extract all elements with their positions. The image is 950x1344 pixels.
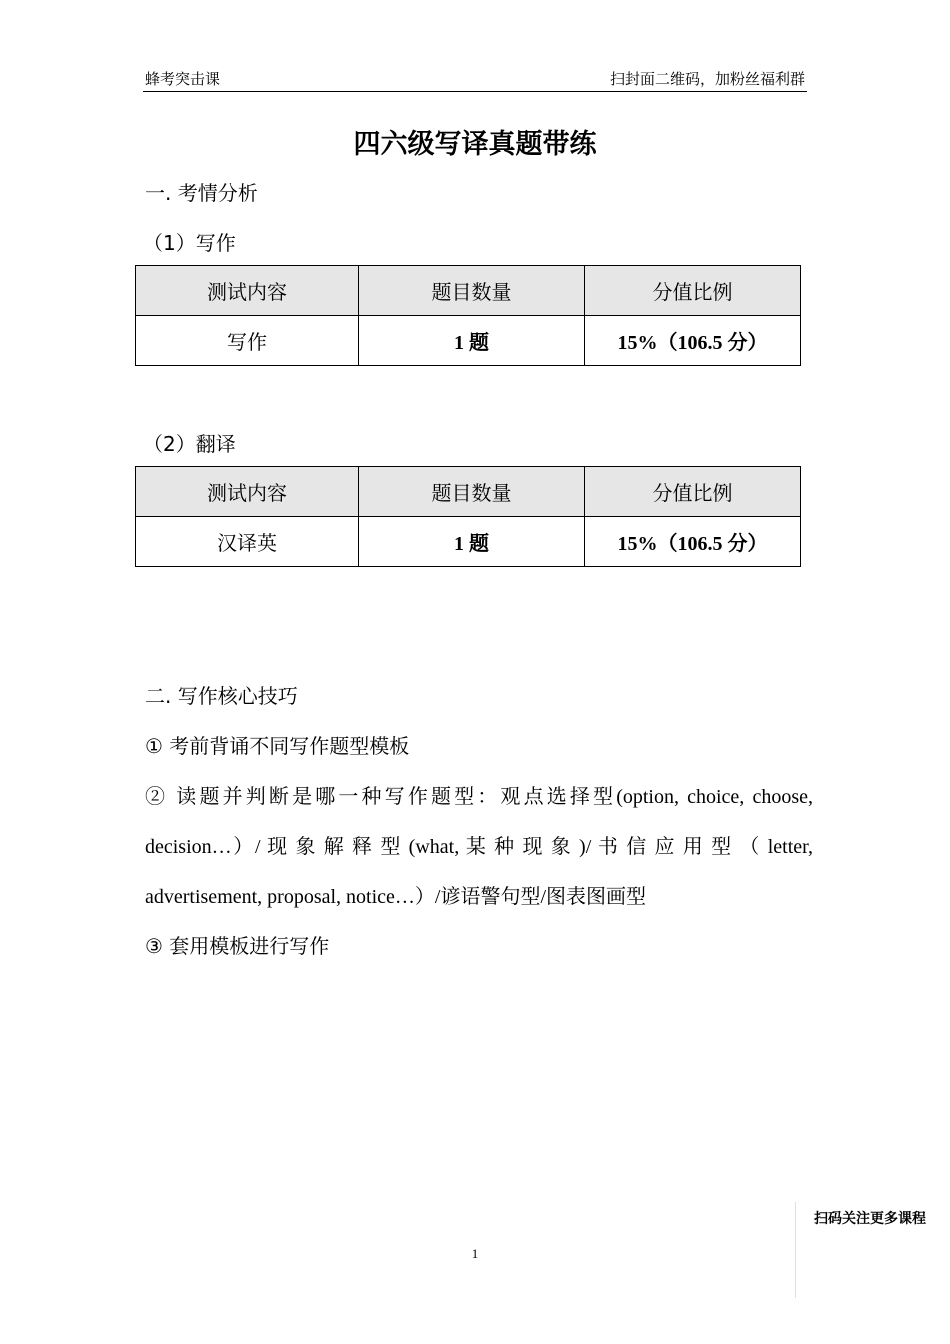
- table-header-row: [136, 266, 801, 316]
- table-row: [136, 316, 801, 366]
- table-cell: 1 题: [359, 316, 585, 366]
- table-cell: 写作: [136, 316, 359, 366]
- header-right-text: 扫封面二维码，加粉丝福利群: [609, 70, 805, 88]
- tip-item-2-line-3: advertisement, proposal, notice…）/谚语警句型/图表图画型: [145, 886, 647, 908]
- tip-item-1-text: ① 考前背诵不同写作题型模板: [145, 734, 410, 758]
- column-header: 题目数量: [359, 266, 585, 316]
- table-header-row: [136, 467, 801, 517]
- writing-table: [135, 265, 801, 366]
- table-cell: 汉译英: [136, 517, 359, 567]
- column-header: 分值比例: [585, 266, 801, 316]
- tip-item-2-line-1: ② 读题并判断是哪一种写作题型：观点选择型(option, choice, choose,: [145, 786, 813, 808]
- qr-label: 扫码关注更多课程: [814, 1211, 926, 1227]
- header-divider: [143, 91, 807, 92]
- table-row: [136, 517, 801, 567]
- tip-item-2-line-2: decision…）/ 现 象 解 释 型 (what, 某 种 现 象 )/ 书 信 应 用 型 （ letter,: [145, 836, 813, 858]
- column-header: 测试内容: [136, 467, 359, 517]
- tip-item-3: [145, 930, 813, 959]
- header-left-text: 蜂考突击课: [145, 70, 221, 88]
- column-header: 分值比例: [585, 467, 801, 517]
- table-cell: 15%（106.5 分）: [585, 316, 801, 366]
- column-header: 测试内容: [136, 266, 359, 316]
- translation-table: [135, 466, 801, 567]
- tip-item-3-text: ③ 套用模板进行写作: [145, 934, 330, 958]
- table-cell: 1 题: [359, 517, 585, 567]
- writing-subheading: （1）写作: [143, 231, 236, 255]
- translation-subheading: （2）翻译: [143, 432, 236, 456]
- table-cell: 15%（106.5 分）: [585, 517, 801, 567]
- section1-heading: 一. 考情分析: [145, 181, 258, 205]
- page-title: 四六级写译真题带练: [353, 129, 597, 160]
- page-number: 1: [471, 1246, 479, 1261]
- section2-heading: 二. 写作核心技巧: [145, 684, 298, 708]
- tip-item-1: [145, 730, 813, 759]
- column-header: 题目数量: [359, 467, 585, 517]
